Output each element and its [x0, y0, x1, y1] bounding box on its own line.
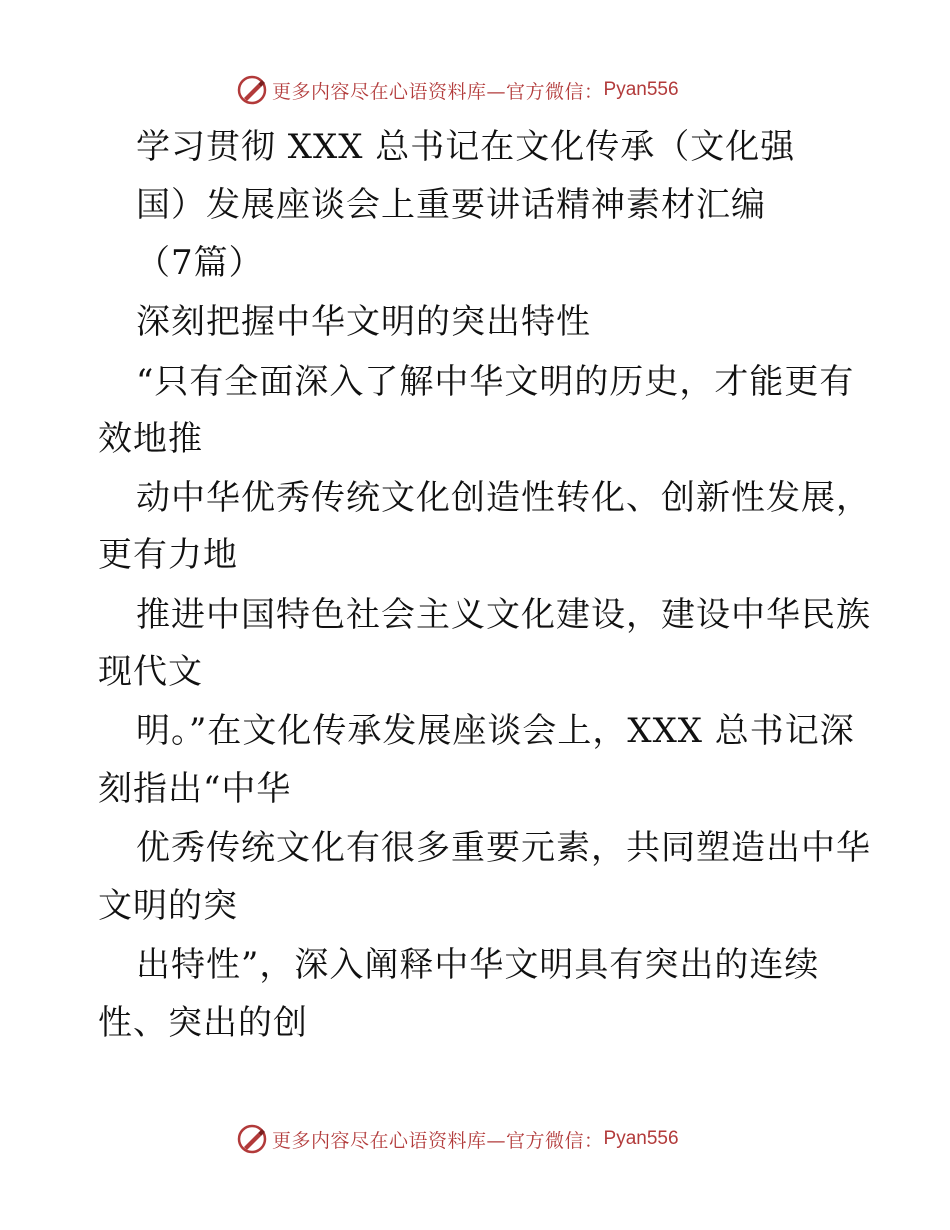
paragraph-line: 优秀传统文化有很多重要元素，共同塑造出中华 — [136, 828, 871, 868]
paragraph-line: 推进中国特色社会主义文化建设，建设中华民族 — [136, 595, 871, 635]
paragraph-line: 出特性”，深入阐释中华文明具有突出的连续 — [136, 945, 820, 985]
paragraph-line: “只有全面深入了解中华文明的历史，才能更有 — [136, 362, 855, 402]
title-line-3: （7篇） — [136, 243, 264, 283]
pen-logo-icon — [236, 74, 268, 106]
section-heading: 深刻把握中华文明的突出特性 — [136, 302, 591, 342]
paragraph-line: 动中华优秀传统文化创造性转化、创新性发展， — [136, 478, 871, 518]
paragraph-line: 明。”在文化传承发展座谈会上，XXX 总书记深 — [136, 711, 855, 751]
paragraph-line: 性、突出的创 — [98, 1003, 308, 1043]
watermark-handle: Pyan556 — [603, 79, 679, 100]
pen-logo-icon — [236, 1123, 268, 1155]
paragraph-line: 更有力地 — [98, 535, 238, 575]
header-watermark — [236, 73, 679, 107]
watermark-text: 更多内容尽在心语资料库—官方微信： — [272, 1129, 604, 1152]
watermark-text: 更多内容尽在心语资料库—官方微信： — [272, 80, 604, 103]
paragraph-line: 刻指出“中华 — [98, 769, 292, 809]
watermark-handle: Pyan556 — [603, 1128, 679, 1149]
title-line-1: 学习贯彻 XXX 总书记在文化传承（文化强 — [136, 127, 796, 167]
paragraph-line: 效地推 — [98, 419, 203, 459]
footer-watermark — [236, 1122, 679, 1156]
title-line-2: 国）发展座谈会上重要讲话精神素材汇编 — [136, 185, 766, 225]
paragraph-line: 文明的突 — [98, 886, 238, 926]
paragraph-line: 现代文 — [98, 652, 203, 692]
